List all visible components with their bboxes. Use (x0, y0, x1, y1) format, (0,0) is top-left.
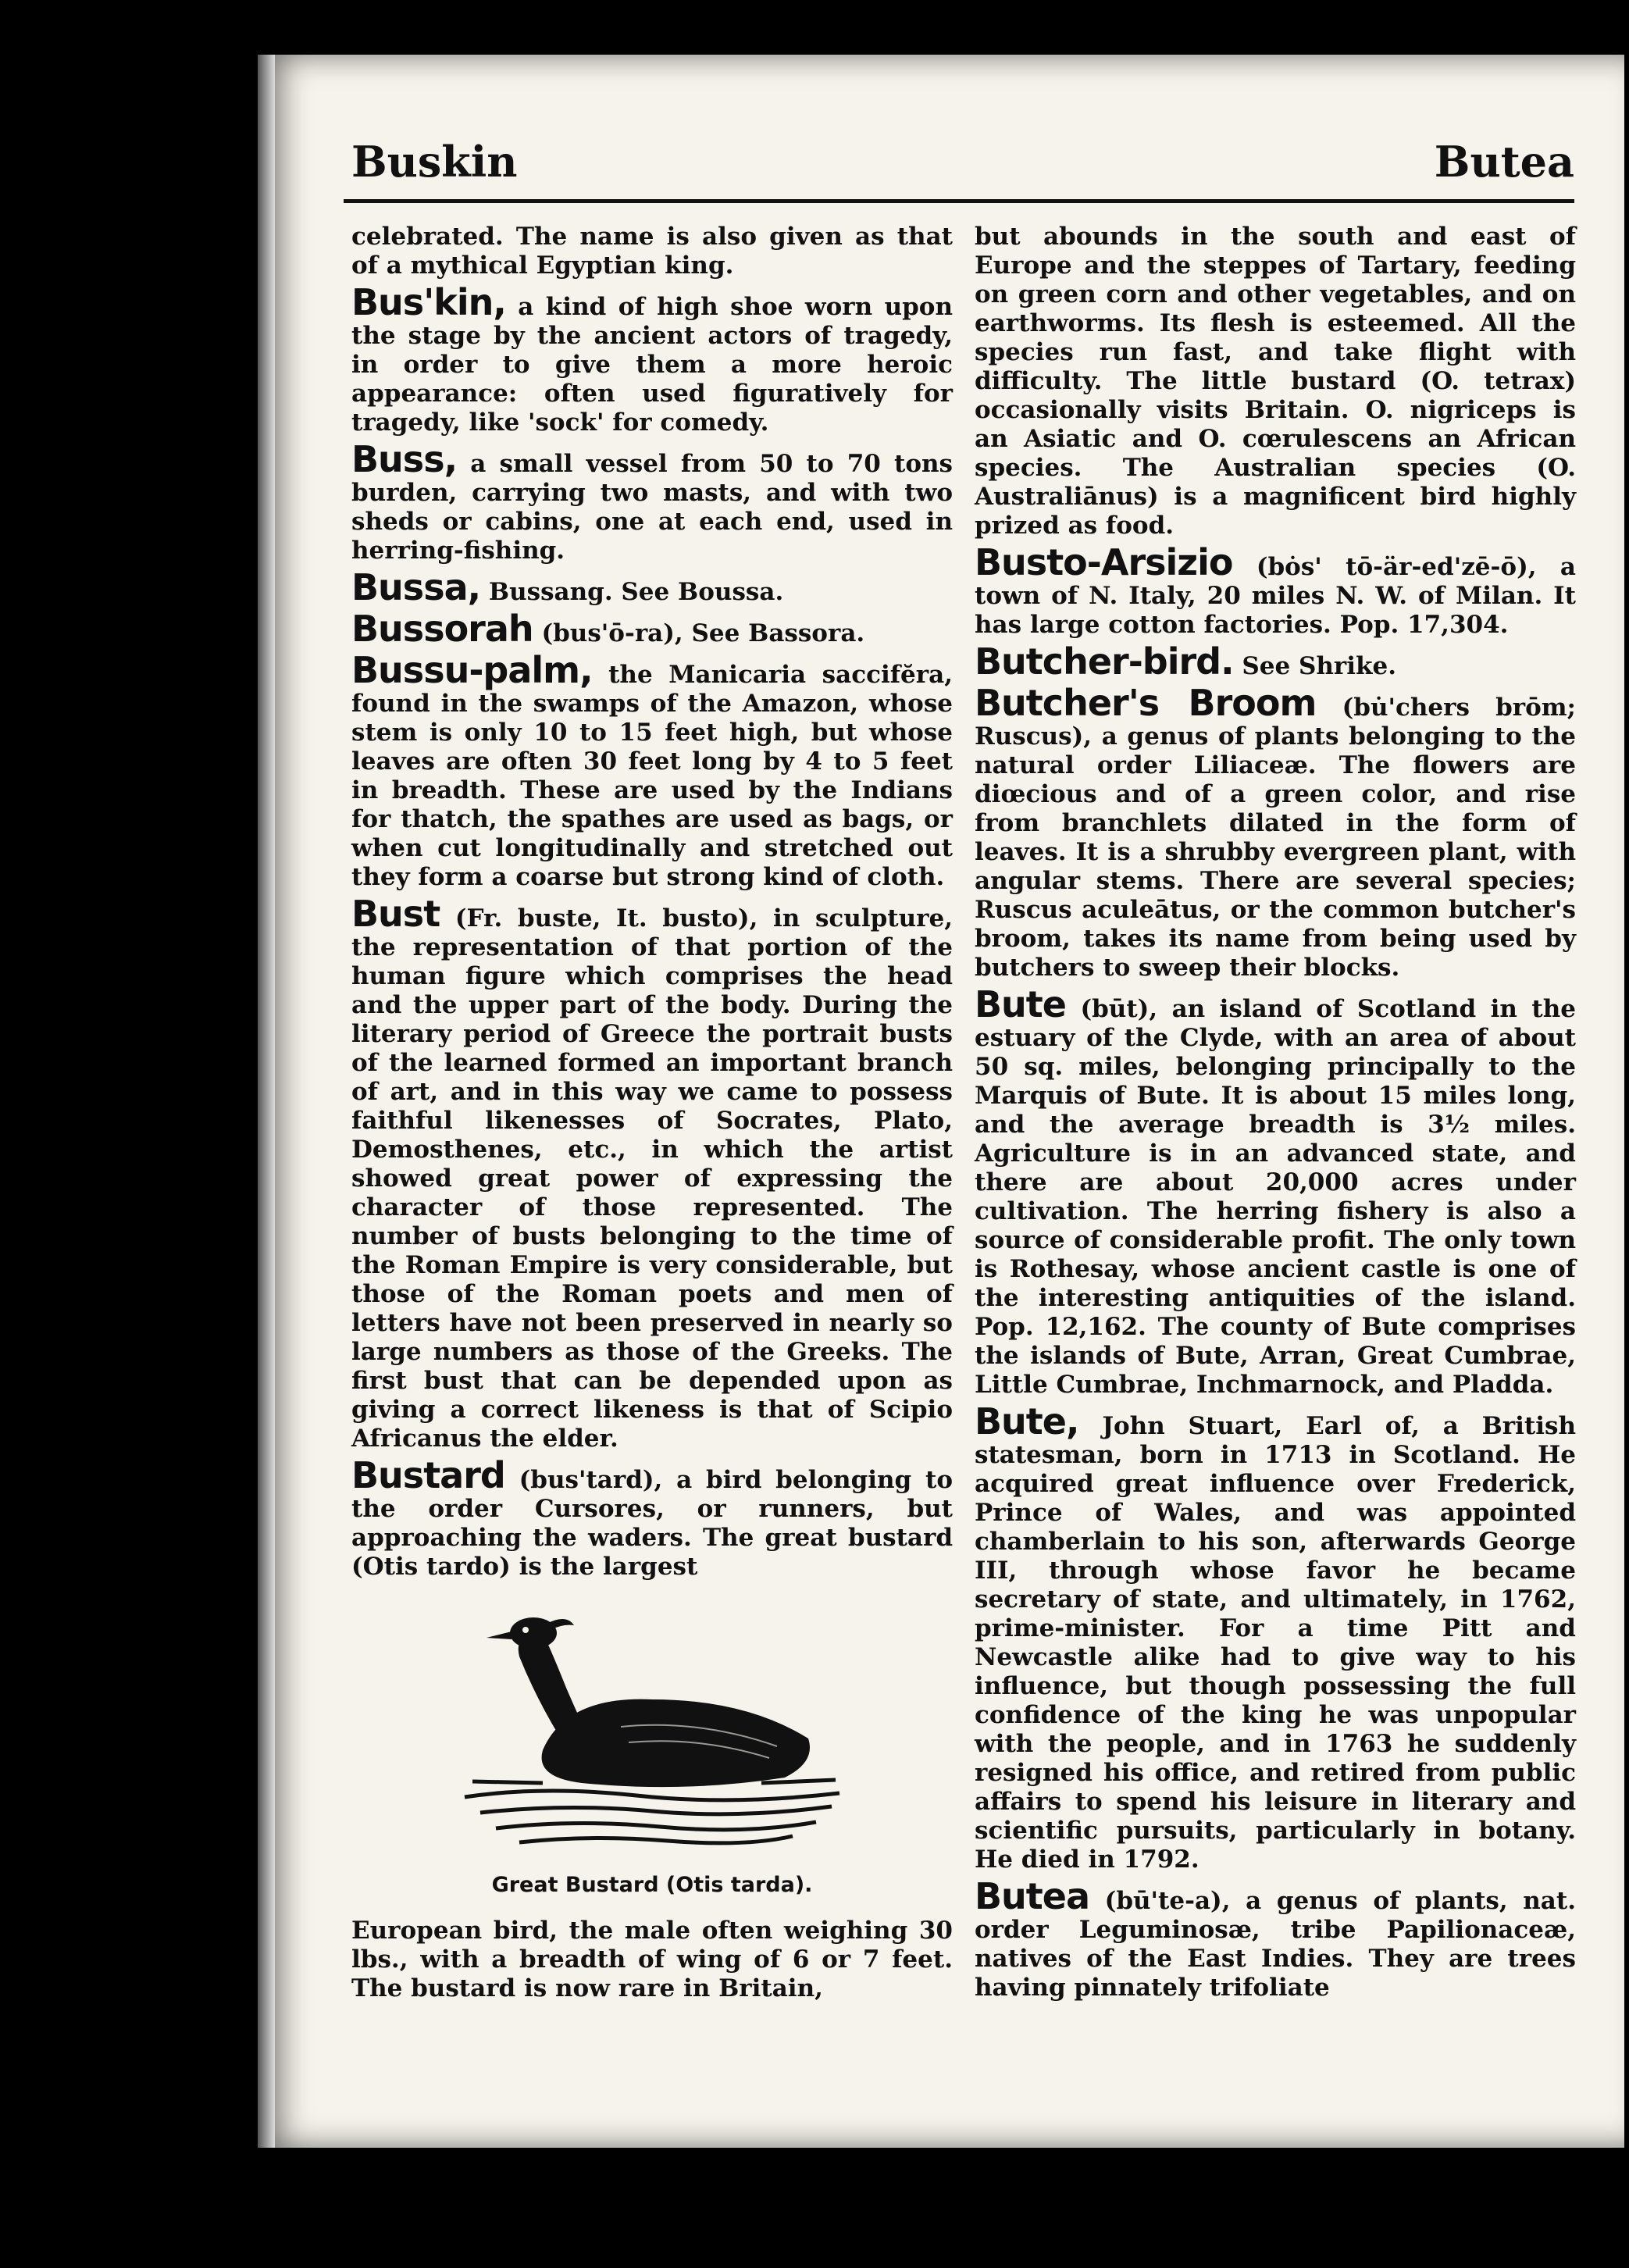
left-column (351, 223, 953, 2011)
definition: (bu̇'chers brōm; Ruscus), a genus of plants belonging to the natural order Liliaceæ. The flowers are diœcious and of a green color, and rise from branchlets dilated in the form of leaves. It is a shrubby evergreen plant, with angular stems. There are several species; Ruscus aculeātus, or the common butcher's broom, takes its name from being used by butchers to sweep their blocks. (975, 694, 1576, 982)
entry-bute-island (975, 983, 1576, 1400)
page-gutter (258, 55, 275, 2148)
entry-butea (975, 1875, 1576, 2002)
entry-bustard (351, 1454, 953, 1582)
headword: Busto-Arsizio (975, 541, 1233, 583)
after-figure-text: European bird, the male often weighing 30 lbs., with a breadth of wing of 6 or 7 feet. The bustard is now rare in Britain, (351, 1917, 953, 2002)
definition: (Fr. buste, It. busto), in sculpture, the representation of that portion of the human figure which comprises the head and the upper part of the body. During the literary period of Greece the portrait busts of the learned formed an important branch of art, and in this way we came to possess faithful likenesses of Socrates, Plato, Demosthenes, etc., in which the artist showed great power of expressing the character of those represented. The number of busts belonging to the time of the Roman Empire is very considerable, but those of the Roman poets and men of letters have not been preserved in nearly so large numbers as those of the Greeks. The first bust that can be depended upon as giving a correct likeness is that of Scipio Africanus the elder. (351, 904, 953, 1453)
definition: (būt), an island of Scotland in the estuary of the Clyde, with an area of about 50 sq. miles, belonging principally to the Marquis of Bute. It is about 15 miles long, and the average breadth is 3½ miles. Agriculture is in an advanced state, and there are about 20,000 acres under cultivation. The herring fishery is also a source of considerable profit. The only town is Rothesay, whose ancient castle is one of the interesting antiquities of the island. Pop. 12,162. The county of Bute comprises the islands of Bute, Arran, Great Cumbrae, Little Cumbrae, Inchmarnock, and Pladda. (975, 995, 1576, 1399)
definition: a kind of high shoe worn upon the stage by the ancient actors of tragedy, in order to give them a more heroic appearance: often used figuratively for tragedy, like 'sock' for comedy. (351, 293, 953, 437)
definition: (bȯs' tō-är-ed'zē-ō), a town of N. Italy, 20 miles N. W. of Milan. It has large cotton factories. Pop. 17,304. (975, 553, 1576, 639)
headword: Bussa, (351, 566, 481, 608)
definition: See Shrike. (1242, 652, 1397, 680)
headword: Buss, (351, 438, 458, 480)
headword: Bust (351, 893, 440, 935)
entry-bute-earl (975, 1400, 1577, 1874)
definition: (bus'tard), a bird belonging to the order Cursores, or runners, but approaching the waders. The great bustard (Otis tardo) is the largest (351, 1466, 953, 1581)
entry-busto-arsizio (975, 541, 1576, 640)
entry-butcher-bird (975, 640, 1576, 683)
headword: Butcher's Broom (975, 682, 1317, 724)
definition: John Stuart, Earl of, a British statesman, born in 1713 in Scotland. He acquired great influence over Frederick, Prince of Wales, and was appointed chamberlain to his son, afterwards George III, through whose favor he became secretary of state, and ultimately, in 1762, prime-minister. For a time Pitt and Newcastle alike had to give way to his influence, but though possessing the full confidence of the king he was unpopular with the people, and in 1763 he suddenly resigned his office, and retired from public affairs to spend his leisure in literary and scientific pursuits, particularly in botany. He died in 1792. (975, 1412, 1577, 1874)
bustard-illustration (449, 1602, 855, 1860)
headword: Bustard (351, 1454, 505, 1496)
definition: (bus'ō-ra), See Bassora. (541, 619, 865, 647)
figure-caption: Great Bustard (Otis tarda). (491, 1873, 813, 1897)
headword: Bussu-palm, (351, 649, 593, 691)
entry-bust (351, 893, 953, 1453)
headword: Bute (975, 983, 1066, 1025)
running-head-right: Butea (1434, 137, 1574, 187)
entry-butchers-broom (975, 682, 1576, 982)
header-rule (344, 199, 1574, 203)
continuation-text: but abounds in the south and east of Europe and the steppes of Tartary, feeding on green corn and other vegetables, and on earthworms. Its flesh is esteemed. All the species run fast, and take flight with difficulty. The little bustard (O. tetrax) occasionally visits Britain. O. nigriceps is an Asiatic and O. cœrulescens an African species. The Australian species (O. Australiānus) is a magnificent bird highly prized as food. (975, 223, 1576, 540)
headword: Butea (975, 1875, 1090, 1917)
headword: Bussorah (351, 608, 533, 650)
right-column (975, 223, 1576, 2010)
headword: Bute, (975, 1400, 1079, 1442)
entry-bussa (351, 566, 953, 608)
bustard-figure (351, 1602, 953, 1899)
definition: (bū'te-a), a genus of plants, nat. order Leguminosæ, tribe Papilionaceæ, natives of the East Indies. They are trees having pinnately trifoliate (975, 1887, 1576, 2002)
running-head-left: Buskin (351, 137, 518, 187)
definition: the Manicaria saccifĕra, found in the swamps of the Amazon, whose stem is only 10 to 15 feet high, but whose leaves are often 30 feet long by 4 to 5 feet in breadth. These are used by the Indians for thatch, the spathes are used as bags, or when cut longitudinally and stretched out they form a coarse but strong kind of cloth. (351, 661, 953, 891)
definition: a small vessel from 50 to 70 tons burden, carrying two masts, and with two sheds or cabins, one at each end, used in herring-fishing. (351, 450, 954, 565)
entry-buss (351, 438, 954, 565)
entry-buskin (351, 281, 953, 437)
continuation-text: celebrated. The name is also given as that of a mythical Egyptian king. (351, 223, 953, 280)
headword: Bus'kin, (351, 281, 506, 323)
entry-bussu-palm (351, 649, 953, 892)
headword: Butcher-bird. (975, 640, 1234, 683)
definition: Bussang. See Boussa. (488, 578, 784, 606)
entry-bussorah (351, 608, 953, 650)
